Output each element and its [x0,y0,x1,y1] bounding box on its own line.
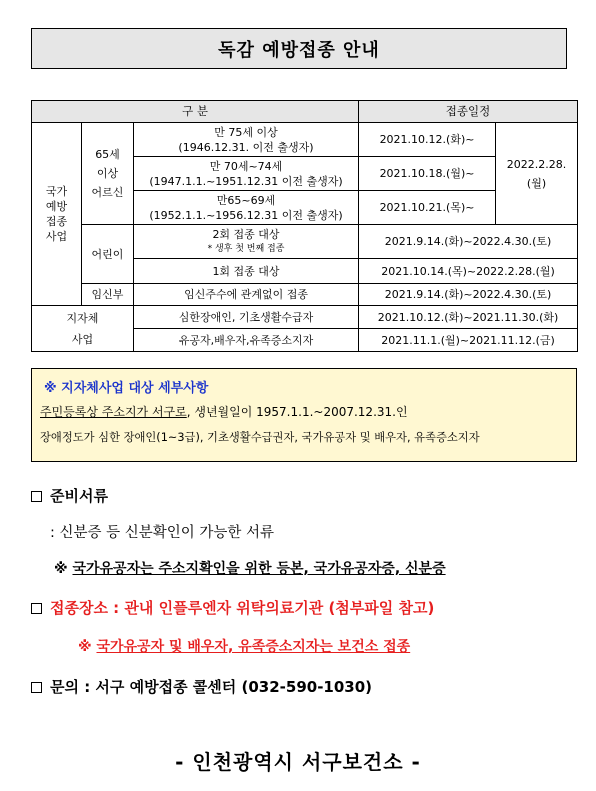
notice-title: ※ 지자체사업 대상 세부사항 [44,381,209,396]
target-line: (1946.12.31. 이전 출생자) [178,140,314,154]
schedule-date: 2021.9.14.(화)~2022.4.30.(토) [359,284,578,306]
notice-line: 장애정도가 심한 장애인(1~3급), 기초생활수급권자, 국가유공자 및 배우자, 유족증소지자 [40,431,480,444]
target-line: (1947.1.1.~1951.12.31 이전 출생자) [149,174,343,188]
table-row [32,123,578,157]
location-note-text: 국가유공자 및 배우자, 유족증소지자는 보건소 접종 [96,639,411,655]
target-line: 만65~69세 [216,193,276,207]
table-row [32,225,578,259]
checkbox-square-icon [31,491,42,502]
elderly-label: 65세 이상 어르신 [82,123,134,225]
schedule-date: 2021.10.12.(화)~ [359,123,496,157]
target-note: * 생후 첫 번째 접종 [207,243,285,254]
target-line: 만 75세 이상 [214,125,278,139]
contact-text: 문의 : 서구 예방접종 콜센터 (032-590-1030) [50,678,373,696]
footer-organization: - 인천광역시 서구보건소 - [175,750,421,774]
documents-note [54,558,446,578]
national-program-label: 국가 예방 접종 사업 [32,123,82,306]
schedule-date: 2021.10.12.(화)~2021.11.30.(화) [359,306,578,329]
elderly-target [134,191,359,225]
target-line: 2회 접종 대상 [212,227,280,241]
location-heading-text: 접종장소 : 관내 인플루엔자 위탁의료기관 (첨부파일 참고) [50,599,435,617]
location-note [78,636,410,656]
vaccination-schedule-table [31,100,578,352]
children-target [134,225,359,259]
notice-text: , 생년월일이 1957.1.1.~2007.12.31.인 [186,405,408,419]
schedule-date: 2021.10.14.(목)~2022.2.28.(월) [359,259,578,284]
elderly-target [134,123,359,157]
local-target: 유공자,배우자,유족증소지자 [134,329,359,352]
contact-line [31,676,372,697]
notice-line [40,399,568,425]
documents-heading [31,485,108,506]
schedule-date: 2021.11.1.(월)~2021.11.12.(금) [359,329,578,352]
table-header-row [32,101,578,123]
pregnant-target: 임신주수에 관계없이 접종 [134,284,359,306]
local-program-notice [31,368,577,462]
documents-note-text: 국가유공자는 주소지확인을 위한 등본, 국가유공자증, 신분증 [72,561,446,577]
documents-heading-text: 준비서류 [50,487,108,505]
elderly-target [134,157,359,191]
location-heading [31,597,434,618]
children-target: 1회 접종 대상 [134,259,359,284]
children-label: 어린이 [82,225,134,284]
table-row [32,306,578,329]
table-row [32,284,578,306]
checkbox-square-icon [31,603,42,614]
pregnant-label: 임신부 [82,284,134,306]
header-category: 구 분 [32,101,359,123]
header-schedule: 접종일정 [359,101,578,123]
note-mark: ※ [54,561,73,577]
checkbox-square-icon [31,682,42,693]
local-target: 심한장애인, 기초생활수급자 [134,306,359,329]
target-line: (1952.1.1.~1956.12.31 이전 출생자) [149,208,343,222]
schedule-date: 2021.10.18.(월)~ [359,157,496,191]
elderly-end-date: 2022.2.28. (월) [496,123,578,225]
note-mark: ※ [78,639,97,655]
local-program-label: 지자체 사업 [32,306,134,352]
notice-underlined-text: 주민등록상 주소지가 서구로 [40,405,187,419]
documents-detail: : 신분증 등 신분확인이 가능한 서류 [50,525,275,541]
schedule-date: 2021.9.14.(화)~2022.4.30.(토) [359,225,578,259]
page-title: 독감 예방접종 안내 [31,28,567,69]
target-line: 만 70세~74세 [209,159,283,173]
schedule-date: 2021.10.21.(목)~ [359,191,496,225]
